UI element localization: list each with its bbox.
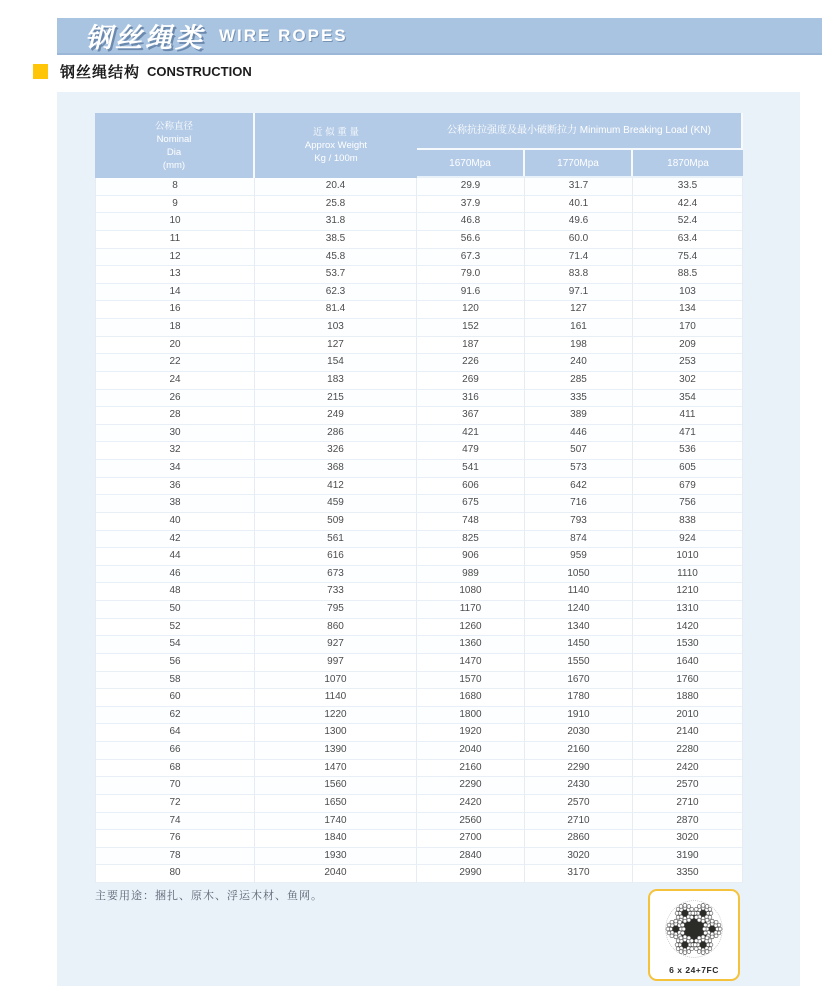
cell-load-1870: 2870 <box>633 813 743 831</box>
cell-load-1870: 75.4 <box>633 249 743 267</box>
rope-construction-label: 6 x 24+7FC <box>669 965 719 975</box>
section-title-en: CONSTRUCTION <box>147 63 252 79</box>
cell-load-1770: 285 <box>525 372 633 390</box>
cell-load-1770: 507 <box>525 442 633 460</box>
cell-load-1670: 479 <box>417 442 525 460</box>
cell-diameter: 12 <box>95 249 255 267</box>
table-row <box>95 830 743 848</box>
cell-diameter: 18 <box>95 319 255 337</box>
cell-load-1870: 2420 <box>633 760 743 778</box>
cell-load-1770: 573 <box>525 460 633 478</box>
cell-load-1870: 2010 <box>633 707 743 725</box>
cell-load-1670: 421 <box>417 425 525 443</box>
cell-weight: 215 <box>255 390 417 408</box>
table-row <box>95 372 743 390</box>
usage-note: 主要用途：捆扎、原木、浮运木材、鱼网。 <box>95 890 323 902</box>
cell-load-1770: 1050 <box>525 566 633 584</box>
cell-load-1670: 1360 <box>417 636 525 654</box>
table-row <box>95 760 743 778</box>
table-row <box>95 742 743 760</box>
rope-cross-section-diagram <box>658 894 730 964</box>
cell-weight: 53.7 <box>255 266 417 284</box>
cell-load-1770: 1670 <box>525 672 633 690</box>
cell-diameter: 42 <box>95 531 255 549</box>
cell-weight: 368 <box>255 460 417 478</box>
cell-diameter: 8 <box>95 178 255 196</box>
cell-load-1870: 63.4 <box>633 231 743 249</box>
cell-load-1770: 716 <box>525 495 633 513</box>
cell-diameter: 56 <box>95 654 255 672</box>
table-row <box>95 407 743 425</box>
cell-weight: 561 <box>255 531 417 549</box>
cell-load-1870: 2710 <box>633 795 743 813</box>
yellow-square-bullet-icon <box>33 64 48 79</box>
cell-diameter: 52 <box>95 619 255 637</box>
cell-load-1670: 2560 <box>417 813 525 831</box>
cell-load-1770: 642 <box>525 478 633 496</box>
cell-load-1770: 60.0 <box>525 231 633 249</box>
cell-load-1870: 1880 <box>633 689 743 707</box>
cell-load-1770: 2710 <box>525 813 633 831</box>
cell-load-1870: 52.4 <box>633 213 743 231</box>
header-nominal-dia <box>95 113 255 178</box>
cell-load-1670: 1260 <box>417 619 525 637</box>
table-row <box>95 707 743 725</box>
cell-load-1670: 120 <box>417 301 525 319</box>
cell-load-1770: 97.1 <box>525 284 633 302</box>
cell-diameter: 70 <box>95 777 255 795</box>
cell-load-1770: 1780 <box>525 689 633 707</box>
cell-load-1770: 2030 <box>525 724 633 742</box>
cell-weight: 20.4 <box>255 178 417 196</box>
cell-load-1870: 924 <box>633 531 743 549</box>
table-row <box>95 442 743 460</box>
cell-load-1870: 838 <box>633 513 743 531</box>
cell-load-1870: 103 <box>633 284 743 302</box>
cell-load-1770: 2290 <box>525 760 633 778</box>
table-row <box>95 337 743 355</box>
table-row <box>95 231 743 249</box>
cell-load-1670: 1470 <box>417 654 525 672</box>
cell-load-1770: 1140 <box>525 583 633 601</box>
cell-load-1670: 541 <box>417 460 525 478</box>
cell-diameter: 24 <box>95 372 255 390</box>
section-heading <box>33 62 252 80</box>
cell-load-1670: 2990 <box>417 865 525 883</box>
cell-diameter: 32 <box>95 442 255 460</box>
cell-weight: 183 <box>255 372 417 390</box>
table-row <box>95 865 743 883</box>
cell-load-1870: 3350 <box>633 865 743 883</box>
cell-load-1770: 2570 <box>525 795 633 813</box>
cell-weight: 795 <box>255 601 417 619</box>
table-row <box>95 795 743 813</box>
cell-load-1870: 170 <box>633 319 743 337</box>
cell-load-1670: 2840 <box>417 848 525 866</box>
table-row <box>95 266 743 284</box>
cell-weight: 81.4 <box>255 301 417 319</box>
cell-weight: 103 <box>255 319 417 337</box>
cell-load-1670: 1800 <box>417 707 525 725</box>
table-row <box>95 460 743 478</box>
cell-weight: 1300 <box>255 724 417 742</box>
cell-load-1870: 1420 <box>633 619 743 637</box>
page-title-en: WIRE ROPES <box>219 25 348 45</box>
cell-load-1870: 679 <box>633 478 743 496</box>
cell-weight: 249 <box>255 407 417 425</box>
table-row <box>95 672 743 690</box>
cell-load-1670: 187 <box>417 337 525 355</box>
table-row <box>95 848 743 866</box>
table-row <box>95 724 743 742</box>
table-row <box>95 319 743 337</box>
cell-weight: 509 <box>255 513 417 531</box>
cell-load-1670: 269 <box>417 372 525 390</box>
cell-weight: 997 <box>255 654 417 672</box>
table-row <box>95 390 743 408</box>
cell-diameter: 38 <box>95 495 255 513</box>
cell-load-1770: 2160 <box>525 742 633 760</box>
cell-diameter: 40 <box>95 513 255 531</box>
cell-load-1870: 2570 <box>633 777 743 795</box>
cell-diameter: 76 <box>95 830 255 848</box>
cell-weight: 412 <box>255 478 417 496</box>
cell-diameter: 64 <box>95 724 255 742</box>
table-row <box>95 478 743 496</box>
cell-load-1770: 959 <box>525 548 633 566</box>
cell-weight: 927 <box>255 636 417 654</box>
cell-load-1870: 1110 <box>633 566 743 584</box>
cell-load-1670: 1570 <box>417 672 525 690</box>
cell-load-1670: 2420 <box>417 795 525 813</box>
cell-load-1770: 83.8 <box>525 266 633 284</box>
cell-load-1670: 1920 <box>417 724 525 742</box>
cell-diameter: 34 <box>95 460 255 478</box>
cell-load-1770: 31.7 <box>525 178 633 196</box>
cell-load-1770: 198 <box>525 337 633 355</box>
cell-load-1770: 240 <box>525 354 633 372</box>
cell-load-1670: 675 <box>417 495 525 513</box>
cell-load-1670: 226 <box>417 354 525 372</box>
cell-diameter: 28 <box>95 407 255 425</box>
cell-diameter: 54 <box>95 636 255 654</box>
cell-weight: 38.5 <box>255 231 417 249</box>
header-line: 公称直径 <box>154 120 193 132</box>
cell-load-1670: 56.6 <box>417 231 525 249</box>
section-title-zh: 钢丝绳结构 <box>60 63 141 81</box>
cell-load-1870: 88.5 <box>633 266 743 284</box>
cell-weight: 673 <box>255 566 417 584</box>
table-row <box>95 619 743 637</box>
content-panel <box>57 92 800 986</box>
table-row <box>95 636 743 654</box>
cell-load-1670: 2040 <box>417 742 525 760</box>
cell-load-1870: 1640 <box>633 654 743 672</box>
cell-load-1670: 316 <box>417 390 525 408</box>
cell-load-1870: 2140 <box>633 724 743 742</box>
cell-load-1770: 49.6 <box>525 213 633 231</box>
cell-load-1670: 29.9 <box>417 178 525 196</box>
table-row <box>95 425 743 443</box>
cell-load-1870: 756 <box>633 495 743 513</box>
cell-weight: 1390 <box>255 742 417 760</box>
cell-weight: 1140 <box>255 689 417 707</box>
header-grade-1670: 1670Mpa <box>417 150 525 176</box>
cell-load-1870: 1210 <box>633 583 743 601</box>
table-row <box>95 495 743 513</box>
cell-weight: 616 <box>255 548 417 566</box>
header-line: Nominal <box>156 133 192 145</box>
cell-diameter: 22 <box>95 354 255 372</box>
cell-load-1770: 1340 <box>525 619 633 637</box>
header-line: 近 似 重 量 <box>313 127 359 138</box>
table-row <box>95 601 743 619</box>
cell-load-1770: 1910 <box>525 707 633 725</box>
cell-load-1670: 2160 <box>417 760 525 778</box>
cell-diameter: 16 <box>95 301 255 319</box>
cell-diameter: 44 <box>95 548 255 566</box>
cell-diameter: 80 <box>95 865 255 883</box>
cell-load-1870: 1530 <box>633 636 743 654</box>
cell-load-1770: 127 <box>525 301 633 319</box>
cell-load-1670: 46.8 <box>417 213 525 231</box>
cell-load-1670: 79.0 <box>417 266 525 284</box>
cell-load-1870: 302 <box>633 372 743 390</box>
cell-load-1770: 793 <box>525 513 633 531</box>
table-row <box>95 354 743 372</box>
cell-diameter: 68 <box>95 760 255 778</box>
cell-diameter: 13 <box>95 266 255 284</box>
cell-weight: 733 <box>255 583 417 601</box>
cell-load-1770: 161 <box>525 319 633 337</box>
cell-load-1870: 536 <box>633 442 743 460</box>
cell-weight: 1560 <box>255 777 417 795</box>
cell-load-1870: 209 <box>633 337 743 355</box>
cell-load-1770: 1240 <box>525 601 633 619</box>
table-row <box>95 284 743 302</box>
table-row <box>95 213 743 231</box>
table-row <box>95 178 743 196</box>
cell-weight: 1070 <box>255 672 417 690</box>
cell-load-1770: 874 <box>525 531 633 549</box>
cell-load-1770: 2430 <box>525 777 633 795</box>
cell-load-1670: 37.9 <box>417 196 525 214</box>
cell-load-1770: 2860 <box>525 830 633 848</box>
cell-load-1670: 91.6 <box>417 284 525 302</box>
cell-load-1870: 2280 <box>633 742 743 760</box>
cell-load-1670: 367 <box>417 407 525 425</box>
cell-weight: 1650 <box>255 795 417 813</box>
cell-weight: 860 <box>255 619 417 637</box>
table-row <box>95 548 743 566</box>
cell-diameter: 50 <box>95 601 255 619</box>
header-line: Approx Weight <box>304 140 368 151</box>
cell-weight: 1840 <box>255 830 417 848</box>
table-row <box>95 301 743 319</box>
cell-load-1870: 1010 <box>633 548 743 566</box>
header-approx-weight <box>255 113 417 178</box>
header-line: Dia <box>166 146 182 158</box>
cell-weight: 2040 <box>255 865 417 883</box>
cell-diameter: 48 <box>95 583 255 601</box>
cell-load-1870: 471 <box>633 425 743 443</box>
cell-weight: 286 <box>255 425 417 443</box>
cell-weight: 459 <box>255 495 417 513</box>
cell-weight: 1220 <box>255 707 417 725</box>
table-header <box>95 113 743 178</box>
cell-load-1670: 1680 <box>417 689 525 707</box>
cell-load-1770: 446 <box>525 425 633 443</box>
header-breaking-load-title: 公称抗拉强度及最小破断拉力 Minimum Breaking Load (KN) <box>417 113 743 150</box>
cell-load-1870: 354 <box>633 390 743 408</box>
table-row <box>95 513 743 531</box>
cell-load-1870: 605 <box>633 460 743 478</box>
cell-load-1770: 40.1 <box>525 196 633 214</box>
cell-diameter: 78 <box>95 848 255 866</box>
page-title-banner <box>57 18 822 55</box>
cell-load-1870: 3020 <box>633 830 743 848</box>
cell-diameter: 74 <box>95 813 255 831</box>
cell-load-1670: 825 <box>417 531 525 549</box>
header-line: Kg / 100m <box>314 153 358 164</box>
cell-load-1870: 33.5 <box>633 178 743 196</box>
header-grade-1770: 1770Mpa <box>525 150 633 176</box>
specification-table <box>95 113 743 883</box>
cell-load-1770: 3170 <box>525 865 633 883</box>
table-row <box>95 813 743 831</box>
cell-load-1870: 134 <box>633 301 743 319</box>
cell-weight: 1930 <box>255 848 417 866</box>
table-row <box>95 777 743 795</box>
table-row <box>95 531 743 549</box>
cell-load-1770: 3020 <box>525 848 633 866</box>
cell-load-1870: 411 <box>633 407 743 425</box>
cell-weight: 45.8 <box>255 249 417 267</box>
cell-load-1870: 1760 <box>633 672 743 690</box>
cell-load-1670: 1170 <box>417 601 525 619</box>
table-row <box>95 689 743 707</box>
cell-weight: 127 <box>255 337 417 355</box>
cell-diameter: 46 <box>95 566 255 584</box>
table-body <box>95 178 743 883</box>
cell-weight: 25.8 <box>255 196 417 214</box>
cell-load-1670: 1080 <box>417 583 525 601</box>
cell-load-1670: 2290 <box>417 777 525 795</box>
cell-diameter: 30 <box>95 425 255 443</box>
cell-load-1770: 389 <box>525 407 633 425</box>
cell-load-1670: 748 <box>417 513 525 531</box>
header-grade-1870: 1870Mpa <box>633 150 743 176</box>
cell-load-1870: 253 <box>633 354 743 372</box>
cell-load-1870: 3190 <box>633 848 743 866</box>
cell-load-1770: 1550 <box>525 654 633 672</box>
table-row <box>95 566 743 584</box>
cell-diameter: 66 <box>95 742 255 760</box>
table-row <box>95 583 743 601</box>
cell-load-1770: 1450 <box>525 636 633 654</box>
cell-diameter: 72 <box>95 795 255 813</box>
table-row <box>95 249 743 267</box>
cell-load-1670: 67.3 <box>417 249 525 267</box>
table-row <box>95 654 743 672</box>
cell-diameter: 9 <box>95 196 255 214</box>
cell-diameter: 11 <box>95 231 255 249</box>
cell-load-1670: 606 <box>417 478 525 496</box>
cell-diameter: 26 <box>95 390 255 408</box>
cell-load-1670: 906 <box>417 548 525 566</box>
cell-diameter: 20 <box>95 337 255 355</box>
page-title-zh: 钢丝绳类 <box>85 23 205 53</box>
cell-weight: 1470 <box>255 760 417 778</box>
cell-diameter: 60 <box>95 689 255 707</box>
cell-diameter: 10 <box>95 213 255 231</box>
cell-load-1770: 335 <box>525 390 633 408</box>
cell-diameter: 58 <box>95 672 255 690</box>
cell-load-1670: 989 <box>417 566 525 584</box>
cell-load-1870: 1310 <box>633 601 743 619</box>
header-line: (mm) <box>162 159 186 171</box>
cell-weight: 31.8 <box>255 213 417 231</box>
cell-diameter: 14 <box>95 284 255 302</box>
cell-diameter: 62 <box>95 707 255 725</box>
cell-weight: 1740 <box>255 813 417 831</box>
cell-weight: 154 <box>255 354 417 372</box>
cell-load-1670: 2700 <box>417 830 525 848</box>
cell-load-1770: 71.4 <box>525 249 633 267</box>
rope-construction-box <box>648 889 740 981</box>
cell-load-1670: 152 <box>417 319 525 337</box>
cell-load-1870: 42.4 <box>633 196 743 214</box>
table-row <box>95 196 743 214</box>
cell-weight: 62.3 <box>255 284 417 302</box>
cell-diameter: 36 <box>95 478 255 496</box>
cell-weight: 326 <box>255 442 417 460</box>
